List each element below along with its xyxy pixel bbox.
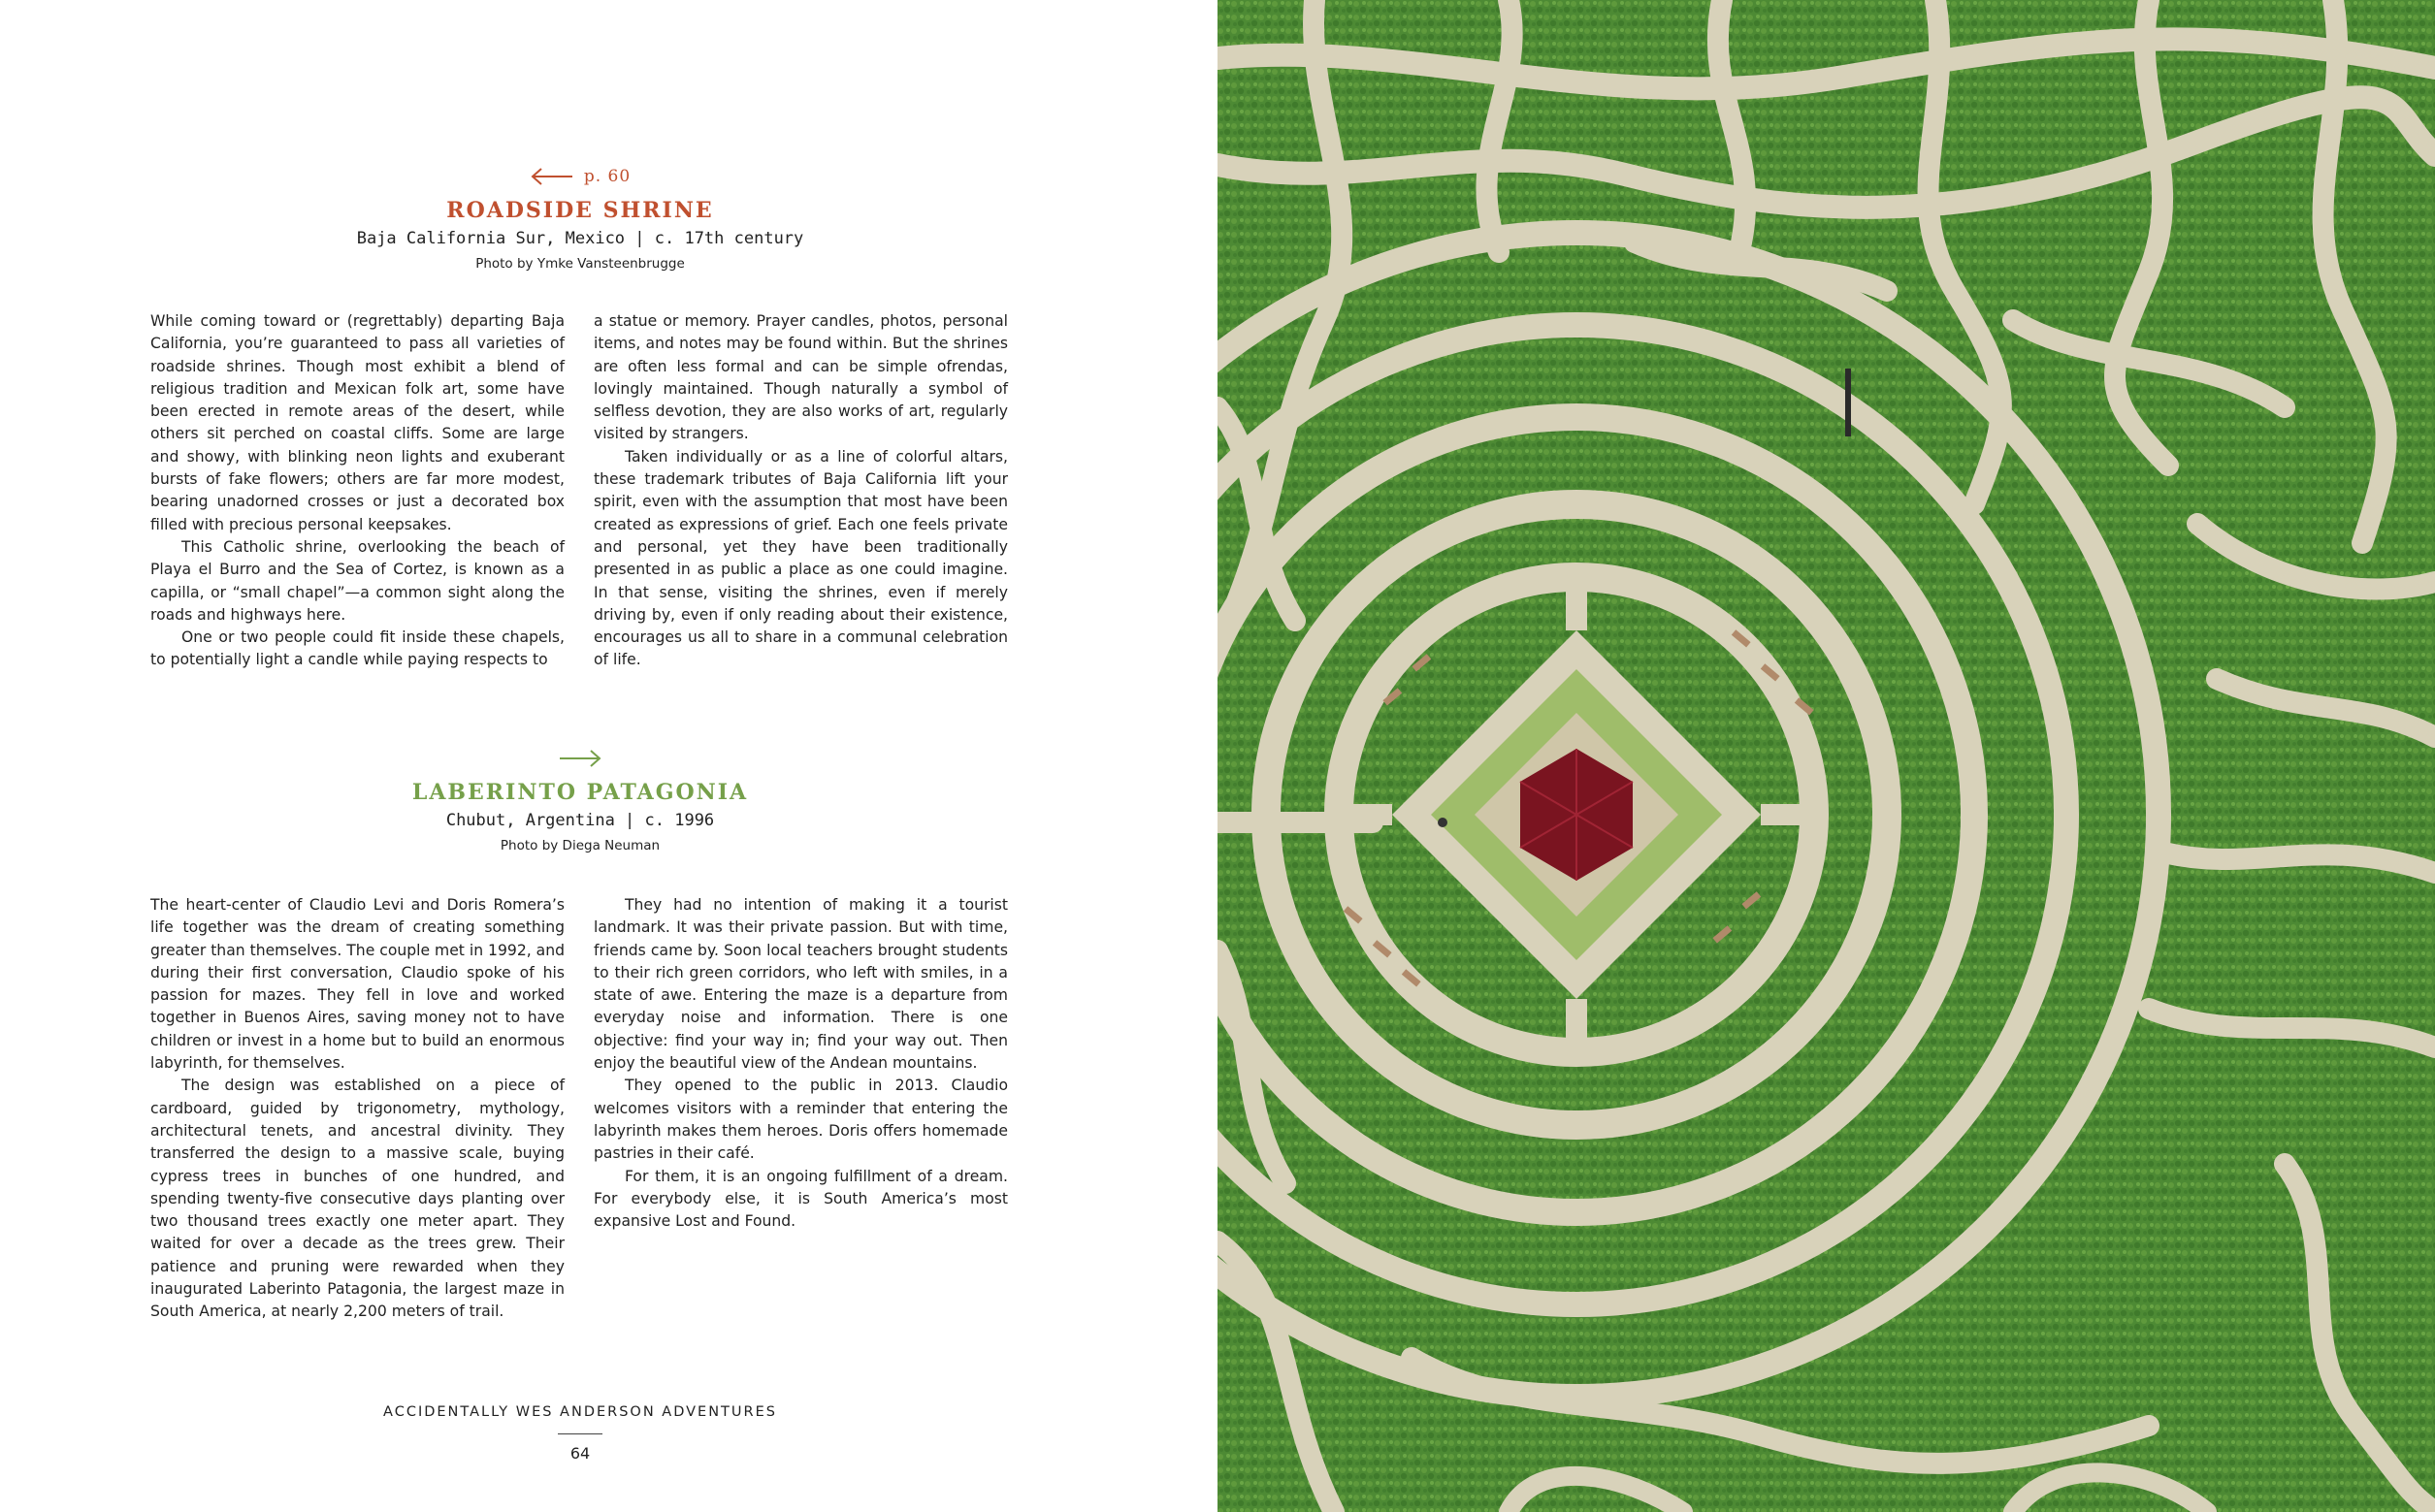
section-title: ROADSIDE SHRINE	[446, 198, 714, 223]
arrow-right-icon[interactable]	[558, 749, 602, 768]
paragraph: For them, it is an ongoing fulfillment of a dream. For everybody else, it is South America’s most expansive Lost and Found.	[594, 1167, 1008, 1231]
body-column-left	[150, 310, 565, 672]
paragraph: The heart-center of Claudio Levi and Doris Romera’s life together was the dream of creating something greater than themselves. The couple met in 1992, and during their first conversation, Claudio spoke of his passion for mazes. They fell in love and worked together in Buenos Aires, saving money not to have children or invest in a home but to build an enormous labyrinth, for themselves.	[150, 896, 565, 1073]
paragraph: This Catholic shrine, overlooking the beach of Playa el Burro and the Sea of Cortez, is known as a capilla, or “small chapel”—a common sight along the roads and highways here.	[150, 537, 565, 624]
location-date: Baja California Sur, Mexico | c. 17th century	[356, 229, 804, 248]
body-column-left	[150, 894, 565, 1324]
photo-credit: Photo by Ymke Vansteenbrugge	[475, 256, 685, 272]
book-title: ACCIDENTALLY WES ANDERSON ADVENTURES	[383, 1404, 777, 1420]
aerial-hedge-maze	[1218, 0, 2435, 1512]
photo-credit: Photo by Diega Neuman	[500, 838, 661, 853]
location-date: Chubut, Argentina | c. 1996	[445, 811, 715, 830]
labyrinth-header	[0, 739, 1160, 853]
paragraph: The design was established on a piece of cardboard, guided by trigonometry, mythology, architectural tenets, and ancestral divinity. They transferred the design to a massive scale, buying cypress trees in bunches of one hundred, and spending twenty-five consecutive days planting over two thousand trees exactly one meter apart. They waited for over a decade as the trees grew. Their patience and pruning were rewarded when they inaugurated Laberinto Patagonia, the largest maze in South America, at nearly 2,200 meters of trail.	[150, 1077, 565, 1321]
shrine-nav-row[interactable]	[0, 157, 1160, 196]
footer-divider	[558, 1433, 602, 1434]
arrow-left-icon	[530, 167, 574, 186]
labyrinth-nav-row[interactable]	[0, 739, 1160, 778]
paragraph: They had no intention of making it a tourist landmark. It was their private passion. But with time, friends came by. Soon local teachers brought students to their rich green corridors, who left with smiles, in a state of awe. Entering the maze is a departure from everyday noise and information. There is one objective: find your way in; find your way out. Then enjoy the beautiful view of the Andean mountains.	[594, 896, 1008, 1073]
body-column-right	[594, 310, 1008, 672]
page-reference[interactable]: p. 60	[583, 167, 632, 186]
paragraph: One or two people could fit inside these chapels, to potentially light a candle while paying respects to	[150, 628, 565, 669]
labyrinth-body	[150, 894, 1008, 1324]
paragraph: Taken individually or as a line of colorful altars, these trademark tributes of Baja California lift your spirit, even with the assumption that most have been created as expressions of grief. Each one feels private and personal, yet they have been traditionally presented in as public a place as one could imagine. In that sense, visiting the shrines, even if merely driving by, even if only reading about their existence, encourages us all to share in a communal celebration of life.	[594, 447, 1008, 669]
page-number: 64	[569, 1444, 591, 1463]
shrine-header	[0, 157, 1160, 272]
maze-photo	[1218, 0, 2435, 1512]
paragraph: While coming toward or (regrettably) departing Baja California, you’re guaranteed to pass all varieties of roadside shrines. Though most exhibit a blend of religious tradition and Mexican folk art, some have been erected in remote areas of the desert, while others sit perched on coastal cliffs. Some are large and showy, with blinking neon lights and exuberant bursts of fake flowers; others are far more modest, bearing unadorned crosses or just a decorated box filled with precious personal keepsakes.	[150, 312, 565, 533]
page-footer	[0, 1404, 1160, 1463]
shrine-body	[150, 310, 1008, 672]
section-title: LABERINTO PATAGONIA	[411, 780, 749, 805]
body-column-right	[594, 894, 1008, 1324]
paragraph: a statue or memory. Prayer candles, photos, personal items, and notes may be found within. But the shrines are often less formal and can be simple ofrendas, lovingly maintained. Though naturally a symbol of selfless devotion, they are also works of art, regularly visited by strangers.	[594, 312, 1008, 443]
paragraph: They opened to the public in 2013. Claudio welcomes visitors with a reminder that entering the labyrinth makes them heroes. Doris offers homemade pastries in their café.	[594, 1077, 1008, 1163]
